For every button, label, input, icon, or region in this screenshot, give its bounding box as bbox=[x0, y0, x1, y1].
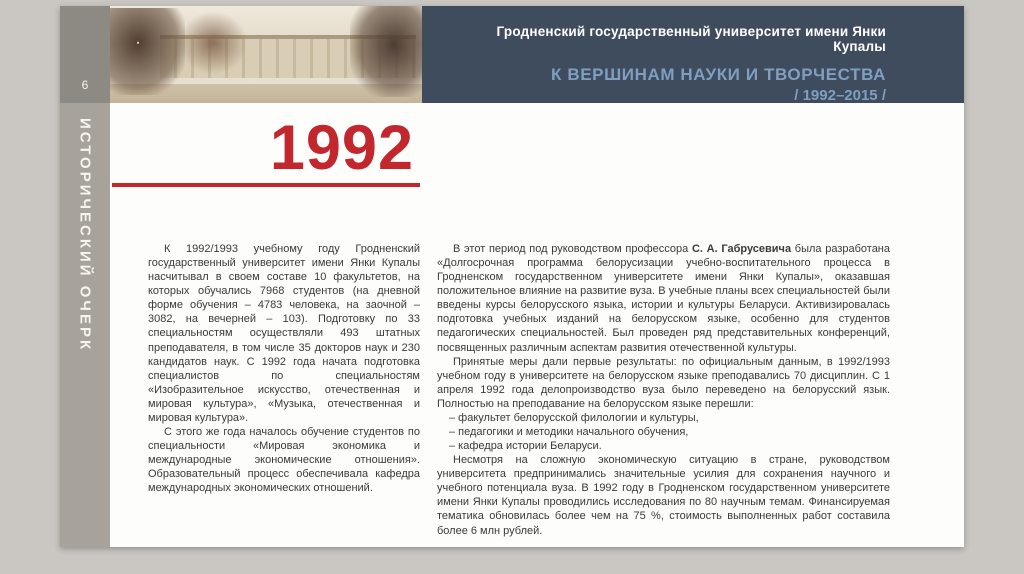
paragraph-text: была разработана «Долгосрочная программа белорусизации учебно-воспитательного процесса в Гродненском государственном университете имени Янки Купалы», оказавшая положительное влияние на развитие вуза. В учебные планы всех специальностей были введены курсы белорусского языка, истории и культуры Беларуси. Активизировалась подготовка учебных изданий на белорусском языке, особенно для студентов педагогических специальностей. Был проведен ряд представительных конференций, посвященных различным аспектам развития отечественной культуры. bbox=[437, 243, 890, 354]
sidebar bbox=[60, 6, 110, 547]
paragraph: С этого же года началось обучение студентов по специальности «Мировая экономика и международные экономические отношения». Образовательный процесс обеспечивала кафедра международных экономических отношений. bbox=[148, 426, 420, 495]
university-name: Гродненский государственный университет имени Янки Купалы bbox=[496, 24, 886, 54]
paragraph: К 1992/1993 учебному году Гродненский государственный университет имени Янки Купалы насчитывал в своем составе 10 факультетов, на которых обучались 7968 студентов (на дневной форме обучения – 4783 человека, на заочной – 3082, на вечерней – 103). Подготовку по 33 специальностям осуществляли 493 штатных преподавателя, в том числе 35 докторов наук и 230 кандидатов наук. С 1992 года начата подготовка специалистов по специальностям «Изобразительное искусство, отечественная и мировая культура», «Музыка, отечественная и мировая культура». bbox=[148, 243, 420, 424]
page-number: 6 bbox=[81, 78, 89, 92]
year-heading: 1992 bbox=[269, 113, 414, 183]
paragraph-text: В этот период под руководством профессора bbox=[453, 243, 692, 255]
right-text-column bbox=[437, 242, 890, 538]
page bbox=[60, 6, 964, 547]
list-item: – педагогики и методики начального обучения, bbox=[449, 426, 689, 439]
list-item: – факультет белорусской филологии и культуры, bbox=[449, 411, 699, 424]
left-text-column bbox=[148, 242, 420, 495]
person-name: С. А. Габрусевича bbox=[691, 243, 792, 255]
university-building-photo bbox=[110, 6, 422, 103]
list-item: – кафедра истории Беларуси. bbox=[449, 440, 602, 453]
paragraph: Принятые меры дали первые результаты: по официальным данным, в 1992/1993 учебном году в университете на белорусском языке преподавались 70 дисциплин. С 1 апреля 1992 года делопроизводство вуза было переведено на белорусский язык. Полностью на преподавание на белорусском языке перешли: bbox=[437, 355, 890, 410]
photo-tree-right bbox=[350, 6, 422, 97]
book-title: К ВЕРШИНАМ НАУКИ И ТВОРЧЕСТВА bbox=[551, 65, 886, 84]
edition-years: / 1992–2015 / bbox=[794, 87, 886, 104]
paragraph: Несмотря на сложную экономическую ситуацию в стране, руководством университета предпринимались значительные усилия для сохранения научного и учебного потенциала вуза. В 1992 году в Гродненском государственном университете имени Янки Купалы проводились исследования по 80 научным темам. Финансируемая тематика обновилась более чем на 75 %, стоимость выполненных работ составила более 6 млн рублей. bbox=[437, 454, 890, 537]
photo-tree-left bbox=[110, 8, 185, 95]
year-heading-block bbox=[112, 113, 420, 187]
header-band bbox=[422, 6, 964, 103]
sidebar-top-band bbox=[60, 6, 110, 103]
paragraph bbox=[437, 242, 890, 355]
chapter-label: ИСТОРИЧЕСКИЙ ОЧЕРК bbox=[76, 118, 94, 353]
year-underline bbox=[112, 183, 420, 187]
photo-tree-middle bbox=[179, 12, 248, 74]
